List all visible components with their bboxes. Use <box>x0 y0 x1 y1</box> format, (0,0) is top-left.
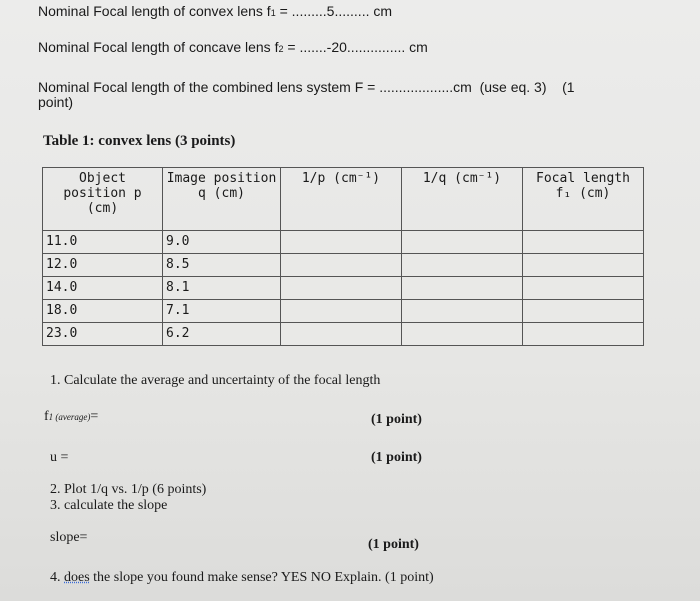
cell-focal[interactable] <box>523 231 644 254</box>
cell-focal[interactable] <box>523 300 644 323</box>
table-row <box>43 277 644 300</box>
concave-focal-value: .......-20............... <box>299 39 406 55</box>
convex-lens-table <box>42 167 644 346</box>
header-focal-length: Focal length f₁ (cm) <box>523 168 644 231</box>
convex-focal-value: .........5......... <box>291 3 370 19</box>
cell-focal[interactable] <box>523 277 644 300</box>
slope-points: (1 point) <box>368 537 419 552</box>
average-focal-label: f1 (average)= <box>44 409 99 424</box>
cell-focal[interactable] <box>523 323 644 346</box>
table-title: Table 1: convex lens (3 points) <box>43 133 236 149</box>
cell-image[interactable]: 7.1 <box>163 300 281 323</box>
slope-label: slope= <box>50 530 88 545</box>
combined-focal-line: Nominal Focal length of the combined lens system F = ...................cm (use eq. 3) (1 <box>38 79 575 95</box>
table-row <box>43 300 644 323</box>
header-image-position: Image position q (cm) <box>163 168 281 231</box>
cell-inverse-p[interactable] <box>281 300 402 323</box>
cell-inverse-q[interactable] <box>402 254 523 277</box>
cell-object[interactable]: 23.0 <box>43 323 163 346</box>
uncertainty-label: u = <box>50 450 69 465</box>
cell-inverse-p[interactable] <box>281 277 402 300</box>
header-inverse-p: 1/p (cm⁻¹) <box>281 168 402 231</box>
convex-focal-line: Nominal Focal length of convex lens f1 = .........5......... cm <box>38 3 393 19</box>
cell-inverse-q[interactable] <box>402 300 523 323</box>
question-1: 1. Calculate the average and uncertainty of the focal length <box>50 373 381 388</box>
average-focal-points: (1 point) <box>371 412 422 427</box>
table-header-row <box>43 168 644 231</box>
cell-object[interactable]: 14.0 <box>43 277 163 300</box>
cell-object[interactable]: 11.0 <box>43 231 163 254</box>
cell-image[interactable]: 6.2 <box>163 323 281 346</box>
cell-inverse-p[interactable] <box>281 323 402 346</box>
question-4: 4. does the slope you found make sense? YES NO Explain. (1 point) <box>50 570 434 585</box>
table-row <box>43 254 644 277</box>
combined-note: (use eq. 3) <box>479 79 547 95</box>
cell-inverse-q[interactable] <box>402 231 523 254</box>
cell-focal[interactable] <box>523 254 644 277</box>
combined-focal-value: ................... <box>379 79 454 95</box>
cell-image[interactable]: 8.1 <box>163 277 281 300</box>
cell-object[interactable]: 12.0 <box>43 254 163 277</box>
cell-image[interactable]: 8.5 <box>163 254 281 277</box>
table-row <box>43 231 644 254</box>
cell-inverse-q[interactable] <box>402 277 523 300</box>
cell-image[interactable]: 9.0 <box>163 231 281 254</box>
table-row <box>43 323 644 346</box>
combined-points-cont: point) <box>38 94 74 110</box>
cell-inverse-q[interactable] <box>402 323 523 346</box>
header-inverse-q: 1/q (cm⁻¹) <box>402 168 523 231</box>
concave-focal-line: Nominal Focal length of concave lens f2 = .......-20............... cm <box>38 39 428 55</box>
header-object-position: Object position p (cm) <box>43 168 163 231</box>
question-2: 2. Plot 1/q vs. 1/p (6 points) <box>50 482 207 497</box>
cell-object[interactable]: 18.0 <box>43 300 163 323</box>
cell-inverse-p[interactable] <box>281 254 402 277</box>
question-3: 3. calculate the slope <box>50 498 168 513</box>
cell-inverse-p[interactable] <box>281 231 402 254</box>
uncertainty-points: (1 point) <box>371 450 422 465</box>
